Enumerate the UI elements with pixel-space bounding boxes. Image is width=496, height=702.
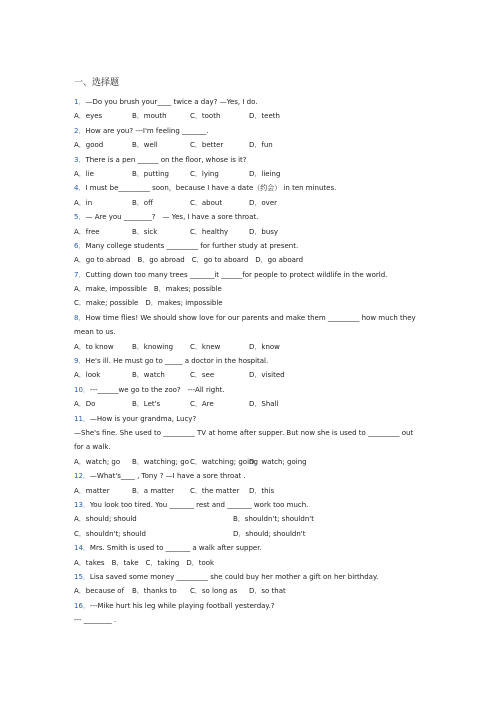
- option-d[interactable]: D．over: [249, 198, 277, 207]
- options-inline[interactable]: A．go to abroad B．go abroad C．go to aboard D．go aboard: [74, 256, 304, 265]
- section-title: 一、选择题: [74, 78, 120, 88]
- option-c[interactable]: C．Are: [190, 400, 214, 409]
- question-text: ---______we go to the zoo? ---All right.: [89, 385, 225, 394]
- question-number: 12．: [74, 472, 90, 481]
- question-1: [74, 95, 424, 109]
- question-number: 7．: [74, 270, 86, 279]
- option-a[interactable]: A．watch; go: [74, 457, 121, 466]
- option-b[interactable]: B．a matter: [132, 486, 175, 495]
- option-b[interactable]: B．thanks to: [132, 587, 177, 596]
- options-row: [74, 368, 424, 382]
- option-b[interactable]: B．watching; go: [132, 457, 189, 466]
- options-row: [74, 512, 424, 526]
- question-7: [74, 268, 424, 282]
- options-row: [74, 196, 424, 210]
- question-2: [74, 124, 424, 138]
- option-a[interactable]: A．matter: [74, 486, 110, 495]
- question-14: [74, 541, 424, 555]
- question-number: 4．: [74, 184, 86, 193]
- question-text: Many college students _________ for further study at present.: [85, 241, 299, 250]
- option-c[interactable]: C．the matter: [190, 486, 240, 495]
- question-text: I must be_________ soon，because I have a date（约会） in ten minutes.: [85, 184, 337, 193]
- question-text: He's ill. He must go to _____ a doctor in the hospital.: [85, 357, 269, 366]
- question-text: How time flies! We should show love for our parents and make them _________ how much they mean to us.: [74, 313, 416, 337]
- question-number: 14．: [74, 544, 90, 553]
- option-a[interactable]: A．look: [74, 371, 101, 380]
- option-c[interactable]: C．lying: [190, 169, 219, 178]
- question-text: There is a pen ______ on the floor, whose is it?: [85, 155, 247, 164]
- options-row: [74, 340, 424, 354]
- options-row: [74, 167, 424, 181]
- question-text: Lisa saved some money _________ she could buy her mother a gift on her birthday.: [89, 572, 379, 581]
- question-11-continued: —She's fine. She used to _________ TV at home after supper. But now she is used to _________ out for a walk.: [74, 429, 414, 452]
- question-number: 3．: [74, 155, 86, 164]
- question-number: 1．: [74, 98, 86, 106]
- question-text: — Are you ________? — Yes, I have a sore throat.: [85, 213, 259, 222]
- option-d[interactable]: D．Shall: [249, 400, 279, 409]
- question-text: Mrs. Smith is used to _______ a walk after supper.: [89, 544, 262, 553]
- question-15: [74, 570, 424, 584]
- question-16-continued: --- ________ .: [74, 616, 117, 625]
- options-row: [74, 397, 424, 411]
- exam-page: [74, 78, 424, 628]
- option-d[interactable]: D．lieing: [249, 169, 281, 178]
- question-8: [74, 311, 424, 340]
- question-9: [74, 354, 424, 368]
- question-number: 9．: [74, 357, 86, 366]
- question-number: 8．: [74, 313, 86, 322]
- option-c[interactable]: C．tooth: [190, 112, 221, 121]
- question-text: —Do you brush your____ twice a day? —Yes, I do.: [85, 98, 258, 106]
- option-b[interactable]: B．well: [132, 141, 158, 150]
- option-c[interactable]: C．shouldn't; should: [74, 529, 146, 538]
- question-12: [74, 469, 424, 483]
- question-13: [74, 498, 424, 512]
- question-number: 13．: [74, 501, 90, 509]
- option-d[interactable]: D．this: [249, 486, 275, 495]
- option-c[interactable]: C．about: [190, 198, 223, 207]
- option-d[interactable]: D．busy: [249, 227, 279, 236]
- question-number: 15．: [74, 572, 90, 581]
- option-d[interactable]: D．should; shouldn't: [233, 529, 306, 538]
- option-a[interactable]: A．because of: [74, 587, 125, 596]
- question-text: Cutting down too many trees _______it ______for people to protect wildlife in the world.: [85, 270, 388, 279]
- question-number: 16．: [74, 601, 90, 610]
- question-text: You look too tired. You _______ rest and _______ work too much.: [89, 501, 309, 509]
- question-number: 10．: [74, 385, 90, 394]
- option-a[interactable]: A．lie: [74, 169, 94, 178]
- option-d[interactable]: D．visited: [249, 371, 285, 380]
- question-text: —How is your grandma, Lucy?: [89, 414, 197, 423]
- question-text: —What's____ , Tony ? —I have a sore throat .: [89, 472, 246, 481]
- question-text: ---Mike hurt his leg while playing football yesterday.?: [89, 601, 275, 610]
- option-a[interactable]: A．free: [74, 227, 100, 236]
- options-inline[interactable]: A．make, impossible B．makes; possible: [74, 285, 222, 294]
- options-row: [74, 527, 424, 541]
- option-a[interactable]: A．in: [74, 198, 93, 207]
- question-number: 5．: [74, 213, 86, 222]
- option-c[interactable]: C．watching; going: [190, 457, 258, 466]
- question-16: [74, 599, 424, 613]
- option-a[interactable]: A．to know: [74, 342, 114, 351]
- question-number: 11．: [74, 414, 90, 423]
- options-inline[interactable]: A．takes B．take C．taking D．took: [74, 558, 215, 567]
- question-4: [74, 181, 424, 195]
- option-d[interactable]: D．teeth: [249, 112, 280, 121]
- option-c[interactable]: C．see: [190, 371, 215, 380]
- option-a[interactable]: A．eyes: [74, 112, 103, 121]
- option-c[interactable]: C．healthy: [190, 227, 229, 236]
- option-d[interactable]: D．know: [249, 342, 280, 351]
- question-5: [74, 210, 424, 224]
- question-6: [74, 239, 424, 253]
- option-c[interactable]: C．knew: [190, 342, 221, 351]
- option-c[interactable]: C．so long as: [190, 587, 238, 596]
- option-d[interactable]: D．watch; going: [249, 457, 307, 466]
- question-10: [74, 383, 424, 397]
- option-b[interactable]: B．off: [132, 198, 153, 207]
- option-b[interactable]: B．putting: [132, 169, 169, 178]
- options-row: [74, 455, 424, 469]
- option-a[interactable]: A．good: [74, 141, 104, 150]
- options-inline[interactable]: C．make; possible D．makes; impossible: [74, 299, 223, 308]
- option-b[interactable]: B．sick: [132, 227, 158, 236]
- option-b[interactable]: B．Let's: [132, 400, 161, 409]
- option-c[interactable]: C．better: [190, 141, 224, 150]
- option-b[interactable]: B．shouldn't; shouldn't: [233, 515, 314, 524]
- option-a[interactable]: A．should; should: [74, 515, 137, 524]
- question-number: 6．: [74, 241, 86, 250]
- question-3: [74, 153, 424, 167]
- options-row: [74, 138, 424, 152]
- option-b[interactable]: B．knowing: [132, 342, 174, 351]
- option-d[interactable]: D．fun: [249, 141, 273, 150]
- option-a[interactable]: A．Do: [74, 400, 96, 409]
- question-number: 2．: [74, 126, 86, 135]
- option-d[interactable]: D．so that: [249, 587, 286, 596]
- options-row: [74, 109, 424, 123]
- question-11: [74, 412, 424, 426]
- options-row: [74, 484, 424, 498]
- option-b[interactable]: B．mouth: [132, 112, 167, 121]
- options-row: [74, 225, 424, 239]
- question-text: How are you? ---I'm feeling _______.: [85, 126, 209, 135]
- options-row: [74, 584, 424, 598]
- option-b[interactable]: B．watch: [132, 371, 165, 380]
